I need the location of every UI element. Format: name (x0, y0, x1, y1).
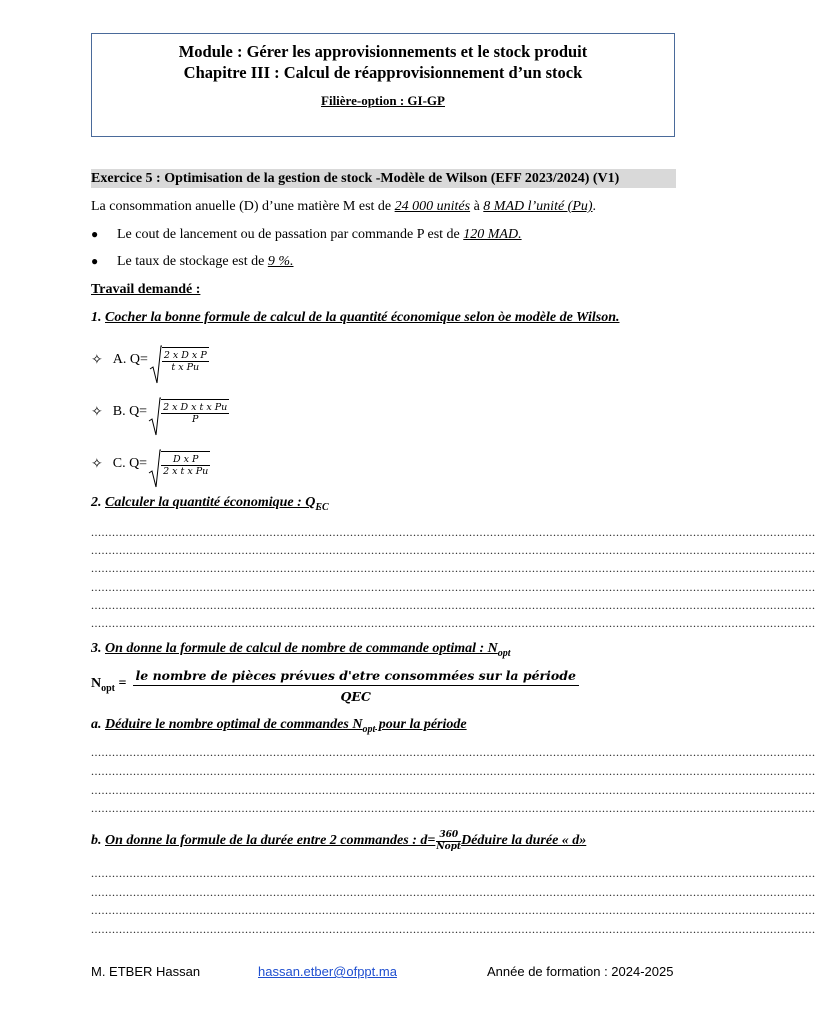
q2-number: 2. (91, 495, 102, 510)
qa-subscript: opt (362, 723, 376, 735)
exercise-title: Exercice 5 : Optimisation de la gestion de stock -Modèle de Wilson (EFF 2023/2024) (V1) (91, 169, 676, 188)
option-a-label: A. Q= (112, 352, 148, 367)
sqrt-formula-b (149, 399, 229, 425)
footer-author: M. ETBER Hassan (91, 964, 201, 979)
nopt-equals: = (115, 675, 127, 691)
nopt-formula (91, 667, 579, 705)
answer-line[interactable]: ............................................................................................................................................................................................................... (91, 745, 816, 759)
question-3 (91, 640, 511, 663)
bullet2-prefix: Le taux de stockage est de (117, 254, 268, 269)
chapter-title: Chapitre III : Calcul de réapprovisionnement d’un stock (183, 63, 583, 82)
answer-line[interactable]: ............................................................................................................................................................................................................... (91, 525, 816, 539)
answer-line[interactable]: ............................................................................................................................................................................................................... (91, 543, 816, 557)
bullet-dot-icon: ● (91, 227, 99, 241)
option-c-label: C. Q= (112, 456, 148, 471)
option-a[interactable] (91, 342, 209, 378)
question-3a (91, 716, 467, 739)
q3-number: 3. (91, 641, 102, 656)
intro-mid: à (470, 199, 484, 214)
q1-text: Cocher la bonne formule de calcul de la quantité économique selon òe modèle de Wilson. (105, 310, 620, 325)
footer-year: Année de formation : 2024-2025 (487, 964, 674, 979)
module-title: Module : Gérer les approvisionnements et le stock produit (178, 42, 588, 61)
nopt-numerator: le nombre de pièces prévues d'etre consommées sur la période (133, 668, 579, 686)
answer-line[interactable]: ............................................................................................................................................................................................................... (91, 598, 816, 612)
answer-line[interactable]: ............................................................................................................................................................................................................... (91, 885, 816, 899)
option-c[interactable] (91, 446, 210, 482)
sqrt-icon (149, 449, 161, 489)
checkbox-diamond-icon[interactable]: ✧ (91, 352, 103, 368)
qb-text: On donne la formule de la durée entre 2 commandes : d= (105, 833, 436, 848)
answer-line[interactable]: ............................................................................................................................................................................................................... (91, 580, 816, 594)
sqrt-icon (149, 397, 161, 437)
sqrt-formula-c (149, 451, 210, 477)
answer-line[interactable]: ............................................................................................................................................................................................................... (91, 903, 816, 917)
formula-b-den: P (191, 414, 199, 425)
sqrt-icon (150, 345, 162, 385)
option-b-label: B. Q= (112, 404, 148, 419)
formula-a-den: t x Pu (171, 362, 200, 373)
answer-line[interactable]: ............................................................................................................................................................................................................... (91, 561, 816, 575)
intro-quantity: 24 000 unités (394, 199, 471, 214)
intro-prefix: La consommation anuelle (D) d’une matière M est de (91, 199, 395, 214)
bullet1-value: 120 MAD. (463, 227, 522, 242)
formula-a-num: 2 x D x P (163, 350, 207, 361)
sqrt-formula-a (150, 347, 209, 373)
qb-frac-den: Nopt (436, 841, 462, 852)
question-2 (91, 494, 329, 517)
q2-subscript: EC (315, 501, 329, 513)
bullet-launch-cost (117, 226, 522, 244)
nopt-subscript: opt (101, 682, 116, 694)
qb-frac-num: 360 (436, 830, 461, 842)
answer-line[interactable]: ............................................................................................................................................................................................................... (91, 783, 816, 797)
qb-number: b. (91, 833, 102, 848)
question-1 (91, 309, 620, 327)
qa-number: a. (91, 717, 102, 732)
qb-end: Déduire la durée « d» (461, 833, 587, 848)
option-b[interactable] (91, 394, 229, 430)
question-3b (91, 826, 586, 856)
intro-price: 8 MAD l’unité (Pu) (483, 199, 593, 214)
q1-number: 1. (91, 310, 102, 325)
work-title: Travail demandé : (91, 282, 201, 297)
qb-fraction (436, 830, 461, 853)
answer-line[interactable]: ............................................................................................................................................................................................................... (91, 866, 816, 880)
answer-line[interactable]: ............................................................................................................................................................................................................... (91, 764, 816, 778)
q3-text: On donne la formule de calcul de nombre de commande optimal : N (105, 641, 498, 656)
footer-email-link[interactable]: hassan.etber@ofppt.ma (258, 964, 397, 979)
header-box (91, 33, 675, 137)
intro-end: . (592, 199, 597, 214)
filiere-label: Filière-option : GI-GP (321, 93, 445, 108)
formula-c-num: D x P (161, 454, 210, 466)
answer-line[interactable]: ............................................................................................................................................................................................................... (91, 616, 816, 630)
bullet2-value: 9 %. (267, 254, 294, 269)
bullet1-prefix: Le cout de lancement ou de passation par commande P est de (117, 227, 464, 242)
nopt-fraction (133, 668, 579, 704)
q2-text: Calculer la quantité économique : Q (105, 495, 316, 510)
bullet-dot-icon: ● (91, 254, 99, 268)
checkbox-diamond-icon[interactable]: ✧ (91, 456, 103, 472)
nopt-denominator: QEC (340, 689, 371, 704)
intro-paragraph (91, 198, 596, 216)
checkbox-diamond-icon[interactable]: ✧ (91, 404, 103, 420)
q3-subscript: opt (497, 647, 511, 659)
qa-text: Déduire le nombre optimal de commandes N (105, 717, 363, 732)
qa-end: pour la période (375, 717, 467, 732)
answer-line[interactable]: ............................................................................................................................................................................................................... (91, 801, 816, 815)
formula-b-num: 2 x D x t x Pu (163, 402, 228, 413)
nopt-label: N (91, 675, 102, 691)
formula-c-den: 2 x t x Pu (163, 466, 209, 477)
answer-line[interactable]: ............................................................................................................................................................................................................... (91, 922, 816, 936)
bullet-storage-rate (117, 253, 294, 271)
